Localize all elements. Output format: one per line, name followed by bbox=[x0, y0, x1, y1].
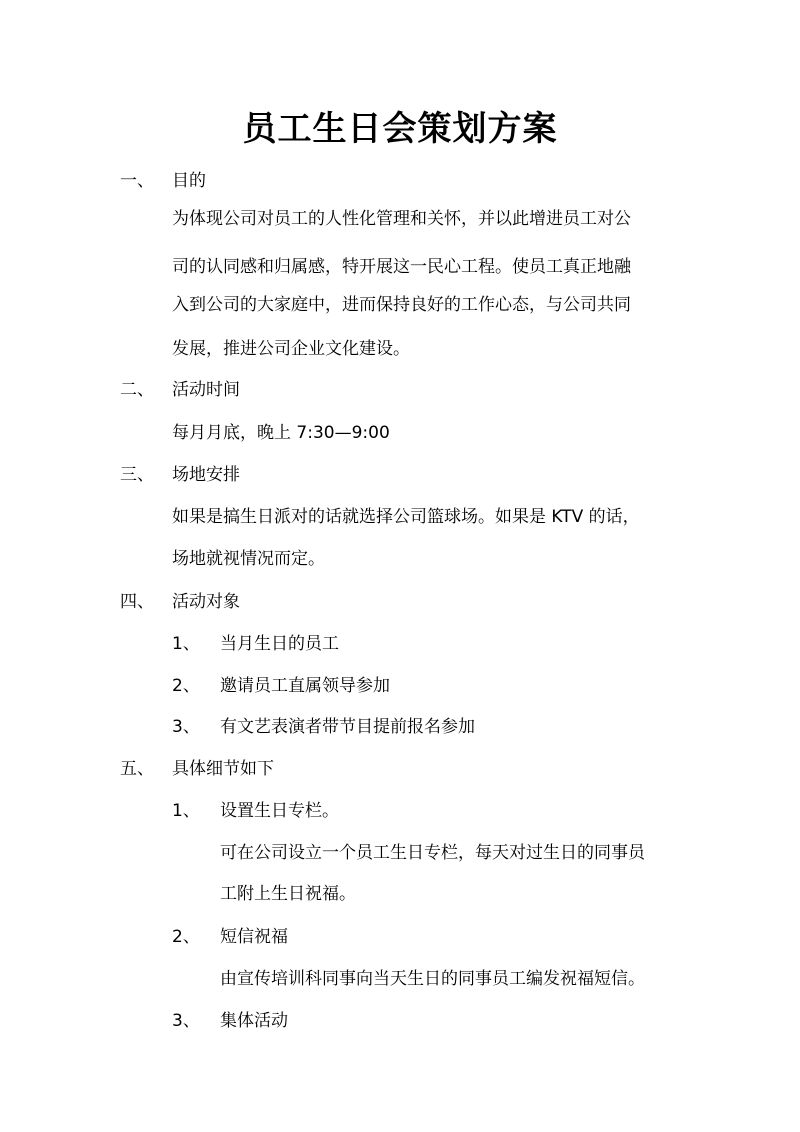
list-item-text: 短信祝福 bbox=[220, 927, 288, 947]
paragraph-line: 如果是搞生日派对的话就选择公司篮球场。如果是 KTV 的话， bbox=[172, 507, 640, 527]
list-item-text: 集体活动 bbox=[220, 1011, 288, 1031]
list-item-text: 邀请员工直属领导参加 bbox=[220, 676, 390, 696]
list-item-text: 当月生日的员工 bbox=[220, 634, 339, 654]
list-item-text: 设置生日专栏。 bbox=[220, 801, 339, 821]
section-number: 三、 bbox=[120, 465, 154, 485]
list-item-number: 1、 bbox=[172, 801, 200, 821]
paragraph-line: 司的认同感和归属感，特开展这一民心工程。使员工真正地融 bbox=[172, 257, 631, 277]
list-item-number: 3、 bbox=[172, 717, 200, 737]
section-heading: 场地安排 bbox=[172, 465, 240, 485]
list-item-text: 有文艺表演者带节目提前报名参加 bbox=[220, 717, 475, 737]
section-heading: 活动时间 bbox=[172, 380, 240, 400]
list-item-detail-line: 可在公司设立一个员工生日专栏，每天对过生日的同事员 bbox=[220, 843, 645, 863]
section-number: 二、 bbox=[120, 380, 154, 400]
document-title: 员工生日会策划方案 bbox=[242, 109, 558, 149]
paragraph-line: 发展，推进公司企业文化建设。 bbox=[172, 339, 410, 359]
list-item-detail-line: 工附上生日祝福。 bbox=[220, 884, 356, 904]
section-number: 四、 bbox=[120, 592, 154, 612]
paragraph-line: 为体现公司对员工的人性化管理和关怀，并以此增进员工对公 bbox=[172, 209, 631, 229]
section-number: 一、 bbox=[120, 171, 154, 191]
section-number: 五、 bbox=[120, 759, 154, 779]
paragraph-line: 场地就视情况而定。 bbox=[172, 549, 325, 569]
section-heading: 目的 bbox=[172, 171, 206, 191]
list-item-number: 2、 bbox=[172, 676, 200, 696]
list-item-detail-line: 由宣传培训科同事向当天生日的同事员工编发祝福短信。 bbox=[220, 969, 645, 989]
section-heading: 活动对象 bbox=[172, 592, 240, 612]
paragraph-line: 入到公司的大家庭中，进而保持良好的工作心态，与公司共同 bbox=[172, 295, 631, 315]
list-item-number: 1、 bbox=[172, 634, 200, 654]
list-item-number: 3、 bbox=[172, 1011, 200, 1031]
section-heading: 具体细节如下 bbox=[172, 759, 274, 779]
list-item-number: 2、 bbox=[172, 927, 200, 947]
paragraph-line: 每月月底，晚上 7:30—9:00 bbox=[172, 423, 390, 443]
